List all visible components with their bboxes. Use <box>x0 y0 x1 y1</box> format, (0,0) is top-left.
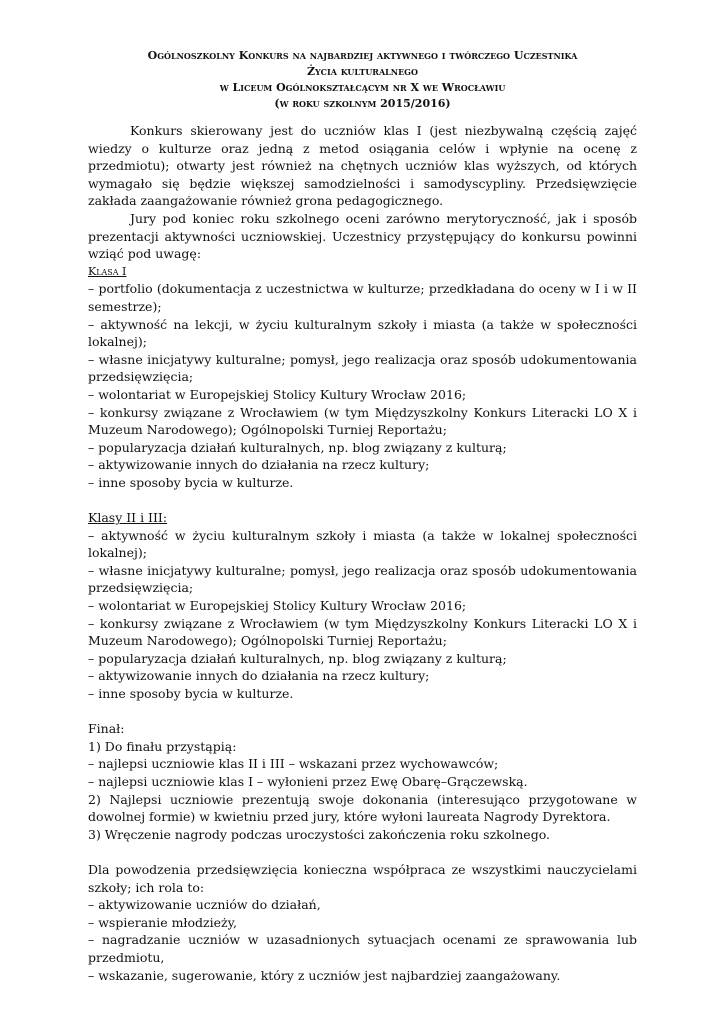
list-item: 3) Wręczenie nagrody podczas uroczystości zakończenia roku szkolnego. <box>88 826 550 842</box>
title-line-3: w Liceum Ogólnokształcącym nr X we Wrocławiu <box>219 81 506 94</box>
section-klasa-1 <box>88 263 637 492</box>
list-item: – aktywizowanie uczniów do działań, <box>88 897 321 913</box>
list-item: – aktywizowanie innych do działania na rzecz kultury; <box>88 668 430 684</box>
title-line-4-prefix: (w roku szkolnym <box>274 97 381 110</box>
list-item: – inne sposoby bycia w kulturze. <box>88 686 294 701</box>
section-heading-klasa-1: Klasa I <box>88 264 127 278</box>
intro-paragraph-2: Jury pod koniec roku szkolnego oceni zarówno merytoryczność, jak i sposób prezentacji aktywności uczniowskiej. Uczestnicy przystępujący do konkursu powinni wziąć pod uwagę: <box>88 210 637 262</box>
list-item: – nagradzanie uczniów w uzasadnionych sytuacjach ocenami ze sprawowania lub przedmiotu, <box>88 932 637 965</box>
list-item: – wolontariat w Europejskiej Stolicy Kultury Wrocław 2016; <box>88 386 467 402</box>
list-item: – najlepsi uczniowie klas I – wyłonieni przez Ewę Obarę–Grączewską. <box>88 773 528 789</box>
list-item: – aktywizowanie innych do działania na rzecz kultury; <box>88 457 430 473</box>
document-title <box>88 48 637 112</box>
section-final <box>88 720 637 843</box>
list-item: – aktywność w życiu kulturalnym szkoły i miasta (a także w lokalnej społeczności lokalnej); <box>88 527 637 561</box>
spacer <box>88 491 637 509</box>
list-item: – własne inicjatywy kulturalne; pomysł, jego realizacja oraz sposób udokumentowania przedsięwzięcia; <box>88 351 637 385</box>
spacer <box>88 703 637 721</box>
list-item: – własne inicjatywy kulturalne; pomysł, jego realizacja oraz sposób udokumentowania przedsięwzięcia; <box>88 562 637 596</box>
title-line-2: Życia kulturalnego <box>307 65 418 78</box>
list-item: – popularyzacja działań kulturalnych, np. blog związany z kulturą; <box>88 439 507 455</box>
list-item: – aktywność na lekcji, w życiu kulturalnym szkoły i miasta (a także w społeczności lokalnej); <box>88 316 637 350</box>
list-item: – inne sposoby bycia w kulturze. <box>88 474 294 490</box>
spacer <box>88 843 637 861</box>
section-cooperation <box>88 861 637 984</box>
list-item: – popularyzacja działań kulturalnych, np. blog związany z kulturą; <box>88 650 507 666</box>
title-line-1: Ogólnoszkolny Konkurs na najbardziej aktywnego i twórczego Uczestnika <box>147 49 578 62</box>
cooperation-intro: Dla powodzenia przedsięwzięcia konieczna współpraca ze wszystkimi nauczycielami szkoły; ich rola to: <box>88 861 637 895</box>
list-item: – wspieranie młodzieży, <box>88 914 237 930</box>
section-klasy-2-3 <box>88 509 637 703</box>
document-body <box>88 122 637 984</box>
list-item: 1) Do finału przystąpią: <box>88 738 237 754</box>
title-school-year: 2015/2016) <box>380 97 451 110</box>
list-item: – konkursy związane z Wrocławiem (w tym Międzyszkolny Konkurs Literacki LO X i Muzeum Narodowego); Ogólnopolski Turniej Reportażu; <box>88 615 637 649</box>
list-item: – najlepsi uczniowie klas II i III – wskazani przez wychowawców; <box>88 756 499 772</box>
list-item: – wolontariat w Europejskiej Stolicy Kultury Wrocław 2016; <box>88 598 467 614</box>
intro-paragraph-1: Konkurs skierowany jest do uczniów klas I (jest niezbywalną częścią zajęć wiedzy o kulturze oraz jedną z metod osiągania celów i wpłynie na ocenę z przedmiotu); otwarty jest również na chętnych uczniów klas wyższych, od których wymagało się będzie większej samodzielności i samodyscypliny. Przedsięwzięcie zakłada zaangażowanie również grona pedagogicznego. <box>88 123 637 209</box>
list-item: – wskazanie, sugerowanie, który z uczniów jest najbardziej zaangażowany. <box>88 967 561 983</box>
title-line-4 <box>88 96 637 112</box>
list-item: – konkursy związane z Wrocławiem (w tym Międzyszkolny Konkurs Literacki LO X i Muzeum Narodowego); Ogólnopolski Turniej Reportażu; <box>88 404 637 438</box>
list-item: 2) Najlepsi uczniowie prezentują swoje dokonania (interesująco przygotowane w dowolnej formie) w kwietniu przed jury, które wyłoni laureata Nagrody Dyrektora. <box>88 791 637 825</box>
section-heading-final: Finał: <box>88 721 125 737</box>
list-item: – portfolio (dokumentacja z uczestnictwa w kulturze; przedkładana do oceny w I i w II semestrze); <box>88 281 637 314</box>
section-heading-klasy-2-3: Klasy II i III: <box>88 510 168 526</box>
